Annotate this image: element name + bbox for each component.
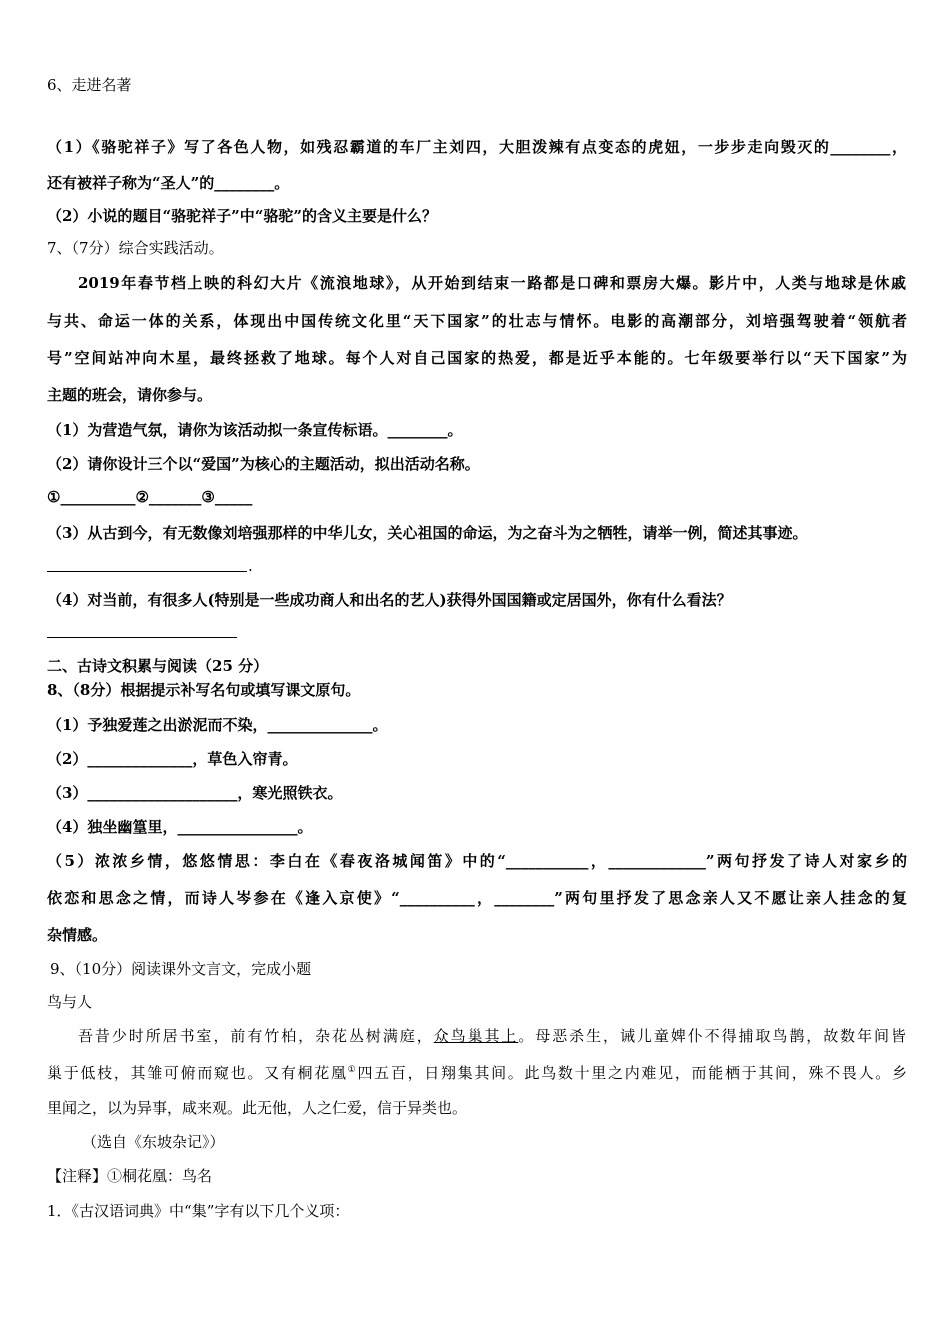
q9-footnote-marker: ① [347, 1065, 358, 1075]
q7-sub3: （3）从古到今，有无数像刘培强那样的中华儿女，关心祖国的命运，为之奋斗为之牺牲，请举一例，简述其事迹。 [47, 524, 808, 542]
q6-title: 6、走进名著 [47, 76, 132, 94]
q8-item5-line2: 依恋和思念之情，而诗人岑参在《逢入京使》“__________，________”两句里抒发了思念亲人又不愿让亲人挂念的复 [47, 889, 907, 907]
q9-note: 【注释】①桐花凰：鸟名 [47, 1167, 213, 1185]
q9-passage-line1 [78, 1026, 906, 1046]
q9-source: （选自《东坡杂记》） [82, 1133, 225, 1151]
q8-item2: （2）______________，草色入帘青。 [47, 750, 298, 768]
q9-passage-line1-post: 。母恶杀生，诫儿童婢仆不得捕取鸟鹊，故数年间皆 [518, 1027, 906, 1045]
q9-passage-title: 鸟与人 [47, 993, 93, 1011]
q7-sub4-answer-line [47, 637, 237, 638]
q7-sub1: （1）为营造气氛，请你为该活动拟一条宣传标语。________。 [47, 421, 463, 439]
q7-para-line2: 与共、命运一体的关系，体现出中国传统文化里“天下国家”的壮志与情怀。电影的高潮部分，刘培强驾驶着“领航者 [47, 312, 907, 330]
q8-item4: （4）独坐幽篁里，________________。 [47, 818, 313, 836]
q9-passage-line2-post: 四五百，日翔集其间。此鸟数十里之内难见，而能栖于其间，殊不畏人。乡 [357, 1064, 907, 1082]
q7-para-line3: 号”空间站冲向木星，最终拯救了地球。每个人对自己国家的热爱，都是近乎本能的。七年级要举行以“天下国家”为 [47, 349, 907, 367]
q7-sub2-blanks: ①__________②_______③_____ [47, 488, 253, 506]
section2-title: 二、古诗文积累与阅读（25 分） [47, 657, 269, 675]
q9-title: 9、（10分）阅读课外文言文，完成小题 [50, 960, 312, 978]
q6-item1-line2: 还有被祥子称为“圣人”的________。 [47, 174, 290, 192]
q9-passage-underlined: 众鸟巢其上 [433, 1027, 519, 1045]
q6-item2: （2）小说的题目“骆驼祥子”中“骆驼”的含义主要是什么？ [47, 207, 437, 225]
q9-passage-line3: 里闻之，以为异事，咸来观。此无他，人之仁爱，信于异类也。 [47, 1099, 468, 1117]
q7-title: 7、（7分）综合实践活动。 [47, 239, 224, 257]
q9-passage-line2 [47, 1063, 907, 1083]
q9-sub1: 1．《古汉语词典》中“集”字有以下几个义项： [47, 1202, 350, 1220]
q8-title: 8、（8分）根据提示补写名句或填写课文原句。 [47, 681, 361, 699]
q9-passage-line2-pre: 巢于低枝，其雏可俯而窥也。又有桐花凰 [47, 1064, 348, 1082]
q6-item1-line1: （1）《骆驼祥子》写了各色人物，如残忍霸道的车厂主刘四，大胆泼辣有点变态的虎妞，一步步走向毁灭的________， [47, 138, 907, 156]
q9-passage-line1-pre: 吾昔少时所居书室，前有竹柏，杂花丛树满庭， [78, 1027, 434, 1045]
q7-para-line1: 2019年春节档上映的科幻大片《流浪地球》，从开始到结束一路都是口碑和票房大爆。影片中，人类与地球是休戚 [78, 274, 906, 292]
q8-item3: （3）____________________，寒光照铁衣。 [47, 784, 343, 802]
q7-sub4: （4）对当前，有很多人(特别是一些成功商人和出名的艺人)获得外国国籍或定居国外，你有什么看法？ [47, 591, 732, 609]
q7-para-line4: 主题的班会，请你参与。 [47, 386, 213, 404]
q7-sub2: （2）请你设计三个以“爱国”为核心的主题活动，拟出活动名称。 [47, 455, 480, 473]
q7-sub3-answer-end: . [248, 557, 253, 575]
q8-item1: （1）予独爱莲之出淤泥而不染，______________。 [47, 716, 388, 734]
q7-sub3-answer-line [47, 571, 247, 572]
q8-item5-line3: 杂情感。 [47, 926, 108, 944]
q8-item5-line1: （5）浓浓乡情，悠悠情思：李白在《春夜洛城闻笛》中的“___________，_____________”两句抒发了诗人对家乡的 [47, 852, 907, 870]
